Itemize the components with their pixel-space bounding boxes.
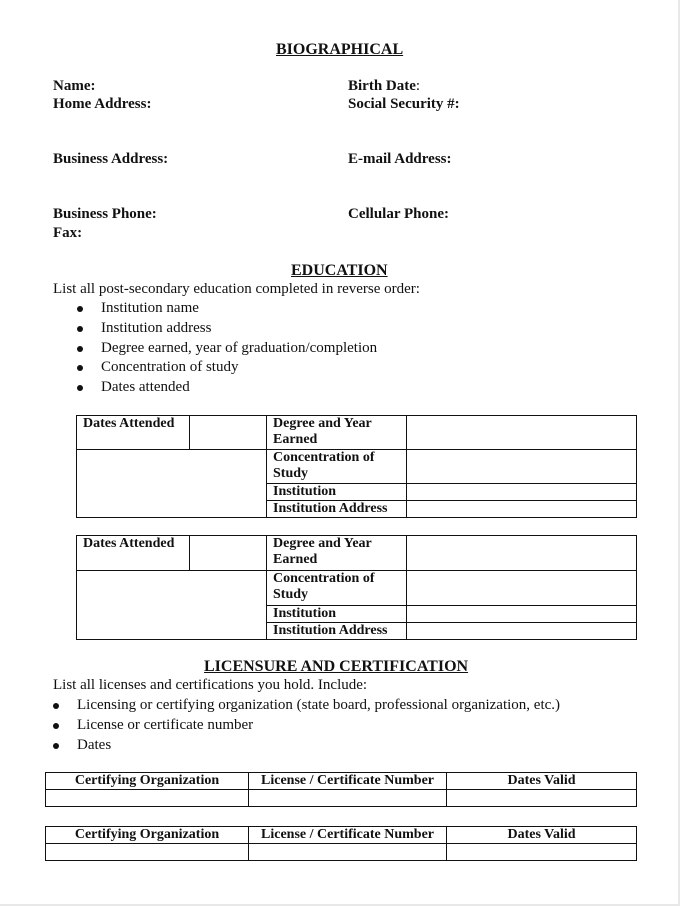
licensure-heading: LICENSURE AND CERTIFICATION: [204, 658, 469, 675]
degree-year-line-2: Earned: [273, 552, 318, 567]
list-item: Institution name: [101, 300, 199, 316]
business-phone-label: Business Phone:: [53, 206, 157, 222]
bullet-icon: [77, 346, 83, 352]
education-notes-cell[interactable]: [77, 450, 267, 518]
list-item: Degree earned, year of graduation/completion: [101, 340, 378, 356]
dates-valid-header: Dates Valid: [447, 773, 637, 790]
institution-address-value[interactable]: [407, 501, 637, 518]
list-item: Dates: [77, 737, 112, 753]
list-item: Institution address: [101, 320, 212, 336]
education-heading: EDUCATION: [291, 262, 388, 279]
list-item: Licensing or certifying organization (state board, professional organization, etc.): [77, 697, 561, 713]
education-notes-cell[interactable]: [77, 571, 267, 640]
cellular-phone-label: Cellular Phone:: [348, 206, 449, 222]
dates-attended-value[interactable]: [190, 416, 267, 450]
concentration-line-2: Study: [273, 466, 309, 481]
concentration-value[interactable]: [407, 450, 637, 484]
institution-label: Institution: [267, 484, 407, 501]
concentration-line-1: Concentration of: [273, 571, 375, 586]
certifying-organization-value[interactable]: [46, 844, 249, 861]
fax-label: Fax:: [53, 225, 83, 241]
degree-year-line-1: Degree and Year: [273, 416, 372, 431]
ssn-label: Social Security #:: [348, 96, 460, 112]
concentration-line-2: Study: [273, 587, 309, 602]
list-item: License or certificate number: [77, 717, 254, 733]
education-intro: List all post-secondary education completed in reverse order:: [53, 281, 420, 297]
dates-valid-header: Dates Valid: [447, 827, 637, 844]
certifying-organization-header: Certifying Organization: [46, 773, 249, 790]
list-item: Dates attended: [101, 379, 190, 395]
business-address-label: Business Address:: [53, 151, 169, 167]
degree-year-value[interactable]: [407, 536, 637, 571]
certification-table-1: [45, 772, 637, 807]
concentration-label: [267, 450, 407, 484]
institution-address-value[interactable]: [407, 623, 637, 640]
biographical-heading: BIOGRAPHICAL: [276, 41, 404, 58]
institution-address-label: Institution Address: [267, 501, 407, 518]
institution-label: Institution: [267, 606, 407, 623]
bullet-icon: [53, 703, 59, 709]
dates-valid-value[interactable]: [447, 844, 637, 861]
bullet-icon: [77, 306, 83, 312]
license-number-header: License / Certificate Number: [249, 773, 447, 790]
bullet-icon: [77, 326, 83, 332]
birth-date-text: Birth Date: [348, 78, 416, 94]
dates-attended-label: Dates Attended: [77, 536, 190, 571]
degree-year-line-1: Degree and Year: [273, 536, 372, 551]
education-table-1: [76, 415, 637, 518]
degree-year-label: [267, 416, 407, 450]
bullet-icon: [77, 365, 83, 371]
name-label: Name:: [53, 78, 96, 94]
bullet-icon: [53, 723, 59, 729]
list-item: Concentration of study: [101, 359, 239, 375]
birth-date-label: [348, 78, 420, 95]
certifying-organization-value[interactable]: [46, 790, 249, 807]
licensure-intro: List all licenses and certifications you hold. Include:: [53, 677, 368, 693]
bullet-icon: [53, 743, 59, 749]
certification-table-2: [45, 826, 637, 861]
degree-year-label: [267, 536, 407, 571]
education-table-2: [76, 535, 637, 640]
dates-valid-value[interactable]: [447, 790, 637, 807]
institution-address-label: Institution Address: [267, 623, 407, 640]
email-label: E-mail Address:: [348, 151, 452, 167]
certifying-organization-header: Certifying Organization: [46, 827, 249, 844]
degree-year-line-2: Earned: [273, 432, 318, 447]
license-number-value[interactable]: [249, 844, 447, 861]
license-number-header: License / Certificate Number: [249, 827, 447, 844]
bullet-icon: [77, 385, 83, 391]
concentration-value[interactable]: [407, 571, 637, 606]
concentration-line-1: Concentration of: [273, 450, 375, 465]
dates-attended-label: Dates Attended: [77, 416, 190, 450]
institution-value[interactable]: [407, 484, 637, 501]
home-address-label: Home Address:: [53, 96, 152, 112]
dates-attended-value[interactable]: [190, 536, 267, 571]
institution-value[interactable]: [407, 606, 637, 623]
license-number-value[interactable]: [249, 790, 447, 807]
degree-year-value[interactable]: [407, 416, 637, 450]
concentration-label: [267, 571, 407, 606]
birth-date-colon: :: [415, 78, 421, 94]
